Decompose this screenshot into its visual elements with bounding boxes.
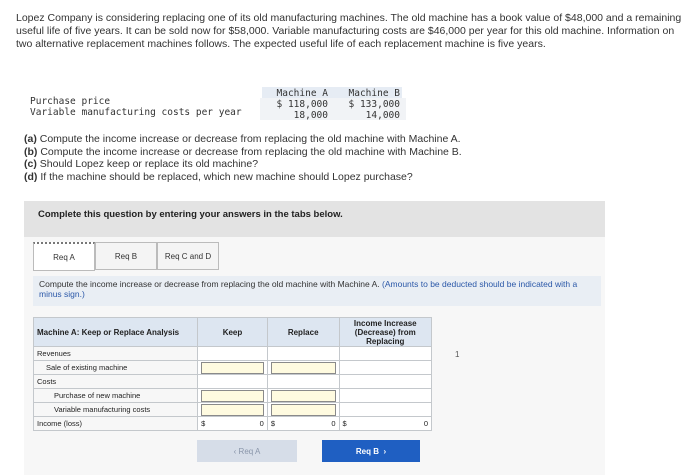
- question-d: (d) If the machine should be replaced, which new machine should Lopez purchase?: [24, 170, 413, 183]
- machine-b-header: Machine B: [348, 88, 400, 99]
- question-list: [24, 133, 462, 183]
- question-b: (b) Compute the income increase or decrease from replacing the old machine with Machine B.: [24, 145, 462, 158]
- machine-a-header: Machine A: [276, 88, 328, 99]
- row-costs: Costs: [34, 375, 198, 389]
- header-income-change: Income Increase (Decrease) from Replacing: [339, 318, 431, 347]
- table-header-row: [34, 318, 432, 347]
- row-variable-costs: Variable manufacturing costs: [34, 403, 198, 417]
- chevron-left-icon: ‹: [233, 446, 239, 456]
- replace-purchase-input[interactable]: [271, 390, 336, 402]
- prev-req-label: Req A: [238, 446, 261, 456]
- instructions-banner: [24, 201, 605, 237]
- income-replace-value: 0: [331, 419, 336, 428]
- replace-sale-input[interactable]: [271, 362, 336, 374]
- header-analysis: Machine A: Keep or Replace Analysis: [34, 318, 198, 347]
- next-req-button[interactable]: [322, 440, 420, 462]
- income-diff-value: 0: [423, 419, 428, 428]
- stray-mark: 1: [455, 350, 460, 359]
- income-keep-currency: $: [201, 419, 206, 428]
- table-row: [34, 417, 432, 431]
- instruction-box: [33, 276, 601, 306]
- keep-sale-input[interactable]: [201, 362, 264, 374]
- instruction-text: Compute the income increase or decrease from replacing the old machine with Machine A.: [39, 279, 380, 289]
- tab-req-a[interactable]: Req A: [33, 242, 95, 271]
- row-label-purchase-price: Purchase price: [30, 96, 111, 107]
- replace-variable-input[interactable]: [271, 404, 336, 416]
- table-row: [34, 361, 432, 375]
- table-row: [34, 375, 432, 389]
- tab-req-b[interactable]: Req B: [95, 242, 157, 270]
- machine-a-costs: 18,000: [293, 110, 328, 121]
- header-keep: Keep: [198, 318, 268, 347]
- tab-req-c-and-d[interactable]: Req C and D: [157, 242, 219, 270]
- keep-purchase-input[interactable]: [201, 390, 264, 402]
- keep-variable-input[interactable]: [201, 404, 264, 416]
- header-replace: Replace: [267, 318, 339, 347]
- question-a: (a) Compute the income increase or decrease from replacing the old machine with Machine A.: [24, 133, 461, 145]
- table-row: [34, 403, 432, 417]
- machine-b-column: [340, 88, 400, 121]
- table-row: [34, 389, 432, 403]
- question-c: (c) Should Lopez keep or replace its old machine?: [24, 158, 259, 170]
- machine-b-costs: 14,000: [365, 110, 400, 121]
- machine-a-price: $ 118,000: [276, 99, 328, 110]
- machine-a-column: [268, 88, 328, 121]
- prev-req-button[interactable]: [197, 440, 297, 462]
- row-revenues: Revenues: [34, 347, 198, 361]
- banner-text: Complete this question by entering your answers in the tabs below.: [38, 209, 343, 220]
- row-sale-existing: Sale of existing machine: [34, 361, 198, 375]
- income-replace-currency: $: [270, 419, 275, 428]
- chevron-right-icon: ›: [379, 446, 387, 456]
- problem-text: Lopez Company is considering replacing one of its old manufacturing machines. The old machine has a book value of $48,000 and a remaining useful life of five years. It can be sold now for $58,000. Variable manufacturing costs are $46,000 per year for this old machine. Information on two alternative replacement machines follows. The expected useful life of each replacement machine is five years.: [16, 12, 682, 50]
- row-income-loss: Income (loss): [34, 417, 198, 431]
- keep-or-replace-table: [33, 317, 432, 431]
- machine-row-labels: [30, 96, 250, 118]
- row-label-variable-costs: Variable manufacturing costs per year: [30, 107, 242, 118]
- next-req-label: Req B: [355, 446, 379, 456]
- income-diff-currency: $: [342, 419, 347, 428]
- instruction-note: (Amounts to be deducted should be indicated with a minus sign.): [39, 279, 578, 299]
- table-row: [34, 347, 432, 361]
- income-keep-value: 0: [259, 419, 264, 428]
- machine-b-price: $ 133,000: [348, 99, 400, 110]
- row-purchase-new: Purchase of new machine: [34, 389, 198, 403]
